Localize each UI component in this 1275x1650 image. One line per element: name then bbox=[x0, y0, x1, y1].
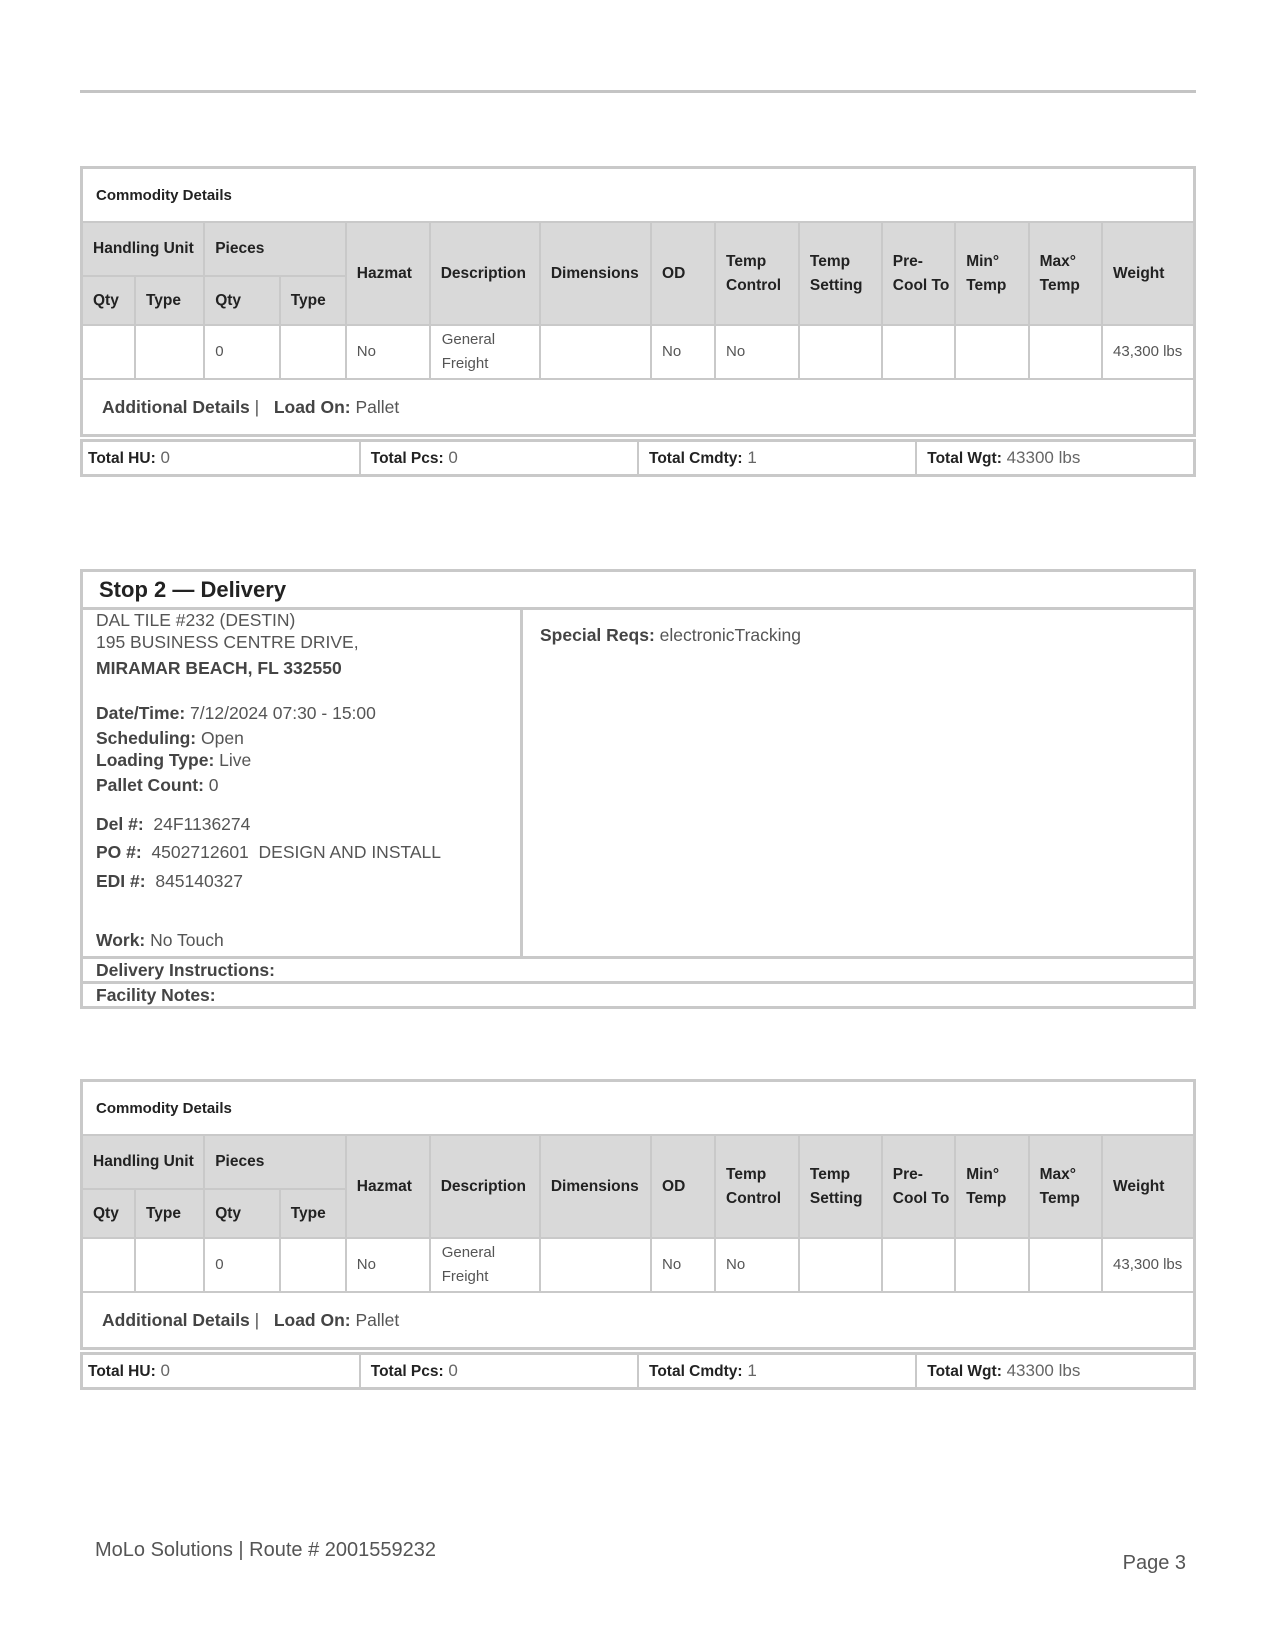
edi-number bbox=[96, 871, 243, 892]
load-on-value: Pallet bbox=[355, 396, 400, 417]
total-cmdty-value: 1 bbox=[747, 1361, 757, 1380]
total-cmdty bbox=[638, 441, 916, 476]
cell-temp-control: No bbox=[715, 325, 799, 379]
load-on-label: Load On: bbox=[273, 1309, 351, 1330]
total-hu-label: Total HU: bbox=[88, 1363, 156, 1380]
cell-temp-setting bbox=[799, 1238, 882, 1292]
special-reqs bbox=[540, 625, 801, 646]
cell-hazmat: No bbox=[346, 325, 430, 379]
header-pieces: Pieces bbox=[204, 1135, 346, 1189]
table-row bbox=[82, 325, 1195, 379]
header-weight: Weight bbox=[1102, 222, 1194, 325]
total-wgt bbox=[916, 441, 1194, 476]
total-hu-value: 0 bbox=[160, 448, 170, 467]
header-hazmat: Hazmat bbox=[346, 1135, 430, 1238]
additional-details-label: Additional Details bbox=[102, 1309, 250, 1330]
header-od: OD bbox=[651, 1135, 715, 1238]
header-temp-setting: Temp Setting bbox=[799, 1135, 882, 1238]
stop-details bbox=[83, 610, 523, 956]
header-temp-setting: Temp Setting bbox=[799, 222, 882, 325]
cell-pcs-type bbox=[280, 325, 346, 379]
total-cmdty-label: Total Cmdty: bbox=[649, 450, 743, 467]
special-requirements bbox=[523, 610, 1193, 956]
commodity-details-title: Commodity Details bbox=[82, 1081, 1195, 1136]
cell-hazmat: No bbox=[346, 1238, 430, 1292]
stop-section bbox=[80, 569, 1196, 1009]
load-on-label: Load On: bbox=[273, 396, 351, 417]
scheduling-value: Open bbox=[201, 728, 244, 748]
address-line: 195 BUSINESS CENTRE DRIVE, bbox=[96, 632, 359, 652]
loading-type-label: Loading Type: bbox=[96, 750, 215, 770]
separator: | bbox=[254, 1309, 260, 1330]
del-label: Del #: bbox=[96, 814, 144, 834]
totals-table bbox=[80, 1352, 1196, 1390]
page-number: Page 3 bbox=[1122, 1552, 1186, 1574]
header-min-temp: Min° Temp bbox=[955, 1135, 1028, 1238]
cell-description: General Freight bbox=[430, 325, 540, 379]
cell-weight: 43,300 lbs bbox=[1102, 1238, 1194, 1292]
loading-type bbox=[96, 750, 251, 771]
scheduling bbox=[96, 728, 244, 749]
del-number bbox=[96, 814, 250, 835]
additional-details bbox=[82, 1292, 1195, 1349]
scheduling-label: Scheduling: bbox=[96, 728, 197, 748]
special-reqs-value: electronicTracking bbox=[659, 625, 802, 645]
total-pcs bbox=[360, 1354, 638, 1389]
header-pieces: Pieces bbox=[204, 222, 346, 276]
total-wgt-label: Total Wgt: bbox=[927, 450, 1002, 467]
po-label: PO #: bbox=[96, 842, 142, 862]
facility-notes-label: Facility Notes: bbox=[83, 981, 1193, 1006]
table-row bbox=[82, 1238, 1195, 1292]
cell-pre-cool-to bbox=[882, 1238, 955, 1292]
total-pcs-value: 0 bbox=[448, 448, 458, 467]
cell-od: No bbox=[651, 325, 715, 379]
header-hu-type: Type bbox=[135, 1189, 204, 1238]
cell-dimensions bbox=[540, 325, 651, 379]
cell-dimensions bbox=[540, 1238, 651, 1292]
header-pcs-qty: Qty bbox=[204, 1189, 280, 1238]
commodity-details-table bbox=[80, 1079, 1196, 1350]
total-hu bbox=[82, 441, 360, 476]
header-max-temp: Max° Temp bbox=[1029, 1135, 1102, 1238]
special-reqs-label: Special Reqs: bbox=[540, 625, 655, 645]
cell-hu-type bbox=[135, 1238, 204, 1292]
header-pcs-qty: Qty bbox=[204, 276, 280, 325]
cell-min-temp bbox=[955, 325, 1028, 379]
header-min-temp: Min° Temp bbox=[955, 222, 1028, 325]
cell-max-temp bbox=[1029, 1238, 1102, 1292]
edi-value: 845140327 bbox=[155, 871, 243, 891]
header-hu-qty: Qty bbox=[82, 276, 135, 325]
header-temp-control: Temp Control bbox=[715, 222, 799, 325]
total-hu bbox=[82, 1354, 360, 1389]
po-extra: DESIGN AND INSTALL bbox=[258, 842, 442, 862]
total-hu-label: Total HU: bbox=[88, 450, 156, 467]
header-description: Description bbox=[430, 222, 540, 325]
cell-description: General Freight bbox=[430, 1238, 540, 1292]
datetime-value: 7/12/2024 07:30 - 15:00 bbox=[190, 703, 376, 723]
city-state-zip: MIRAMAR BEACH, FL 332550 bbox=[96, 658, 342, 678]
load-on-value: Pallet bbox=[355, 1309, 400, 1330]
header-pre-cool-to: Pre-Cool To bbox=[882, 222, 955, 325]
delivery-instructions-label: Delivery Instructions: bbox=[83, 956, 1193, 981]
stop-title: Stop 2 — Delivery bbox=[83, 572, 1193, 610]
header-hu-qty: Qty bbox=[82, 1189, 135, 1238]
work-value: No Touch bbox=[150, 930, 224, 950]
additional-details bbox=[82, 379, 1195, 436]
cell-temp-control: No bbox=[715, 1238, 799, 1292]
total-wgt-value: 43300 lbs bbox=[1006, 1361, 1081, 1380]
cell-pre-cool-to bbox=[882, 325, 955, 379]
totals-table bbox=[80, 439, 1196, 477]
commodity-details-title: Commodity Details bbox=[82, 168, 1195, 223]
total-pcs bbox=[360, 441, 638, 476]
cell-hu-type bbox=[135, 325, 204, 379]
po-value: 4502712601 bbox=[151, 842, 249, 862]
total-wgt-value: 43300 lbs bbox=[1006, 448, 1081, 467]
loading-type-value: Live bbox=[219, 750, 252, 770]
total-pcs-value: 0 bbox=[448, 1361, 458, 1380]
additional-details-label: Additional Details bbox=[102, 396, 250, 417]
cell-hu-qty bbox=[82, 1238, 135, 1292]
header-dimensions: Dimensions bbox=[540, 1135, 651, 1238]
total-pcs-label: Total Pcs: bbox=[370, 450, 444, 467]
datetime-label: Date/Time: bbox=[96, 703, 186, 723]
header-hu-type: Type bbox=[135, 276, 204, 325]
header-max-temp: Max° Temp bbox=[1029, 222, 1102, 325]
cell-max-temp bbox=[1029, 325, 1102, 379]
footer-route: MoLo Solutions | Route # 2001559232 bbox=[95, 1539, 437, 1561]
cell-temp-setting bbox=[799, 325, 882, 379]
cell-pcs-qty: 0 bbox=[204, 325, 280, 379]
top-divider bbox=[80, 90, 1196, 93]
cell-pcs-qty: 0 bbox=[204, 1238, 280, 1292]
header-pcs-type: Type bbox=[280, 1189, 346, 1238]
header-handling-unit: Handling Unit bbox=[82, 222, 205, 276]
del-value: 24F1136274 bbox=[153, 814, 251, 834]
cell-od: No bbox=[651, 1238, 715, 1292]
total-hu-value: 0 bbox=[160, 1361, 170, 1380]
header-weight: Weight bbox=[1102, 1135, 1194, 1238]
commodity-details-table bbox=[80, 166, 1196, 437]
separator: | bbox=[254, 396, 260, 417]
header-pre-cool-to: Pre-Cool To bbox=[882, 1135, 955, 1238]
header-od: OD bbox=[651, 222, 715, 325]
po-number bbox=[96, 842, 441, 863]
datetime bbox=[96, 703, 376, 724]
pallet-count bbox=[96, 775, 219, 796]
cell-hu-qty bbox=[82, 325, 135, 379]
cell-min-temp bbox=[955, 1238, 1028, 1292]
work-label: Work: bbox=[96, 930, 146, 950]
header-description: Description bbox=[430, 1135, 540, 1238]
total-pcs-label: Total Pcs: bbox=[370, 1363, 444, 1380]
edi-label: EDI #: bbox=[96, 871, 146, 891]
header-temp-control: Temp Control bbox=[715, 1135, 799, 1238]
total-cmdty-label: Total Cmdty: bbox=[649, 1363, 743, 1380]
total-wgt bbox=[916, 1354, 1194, 1389]
header-pcs-type: Type bbox=[280, 276, 346, 325]
facility-name: DAL TILE #232 (DESTIN) bbox=[96, 610, 296, 630]
header-hazmat: Hazmat bbox=[346, 222, 430, 325]
work bbox=[96, 930, 224, 951]
cell-weight: 43,300 lbs bbox=[1102, 325, 1194, 379]
cell-pcs-type bbox=[280, 1238, 346, 1292]
total-cmdty bbox=[638, 1354, 916, 1389]
total-wgt-label: Total Wgt: bbox=[927, 1363, 1002, 1380]
header-dimensions: Dimensions bbox=[540, 222, 651, 325]
pallet-count-value: 0 bbox=[208, 775, 219, 795]
header-handling-unit: Handling Unit bbox=[82, 1135, 205, 1189]
pallet-count-label: Pallet Count: bbox=[96, 775, 204, 795]
total-cmdty-value: 1 bbox=[747, 448, 757, 467]
